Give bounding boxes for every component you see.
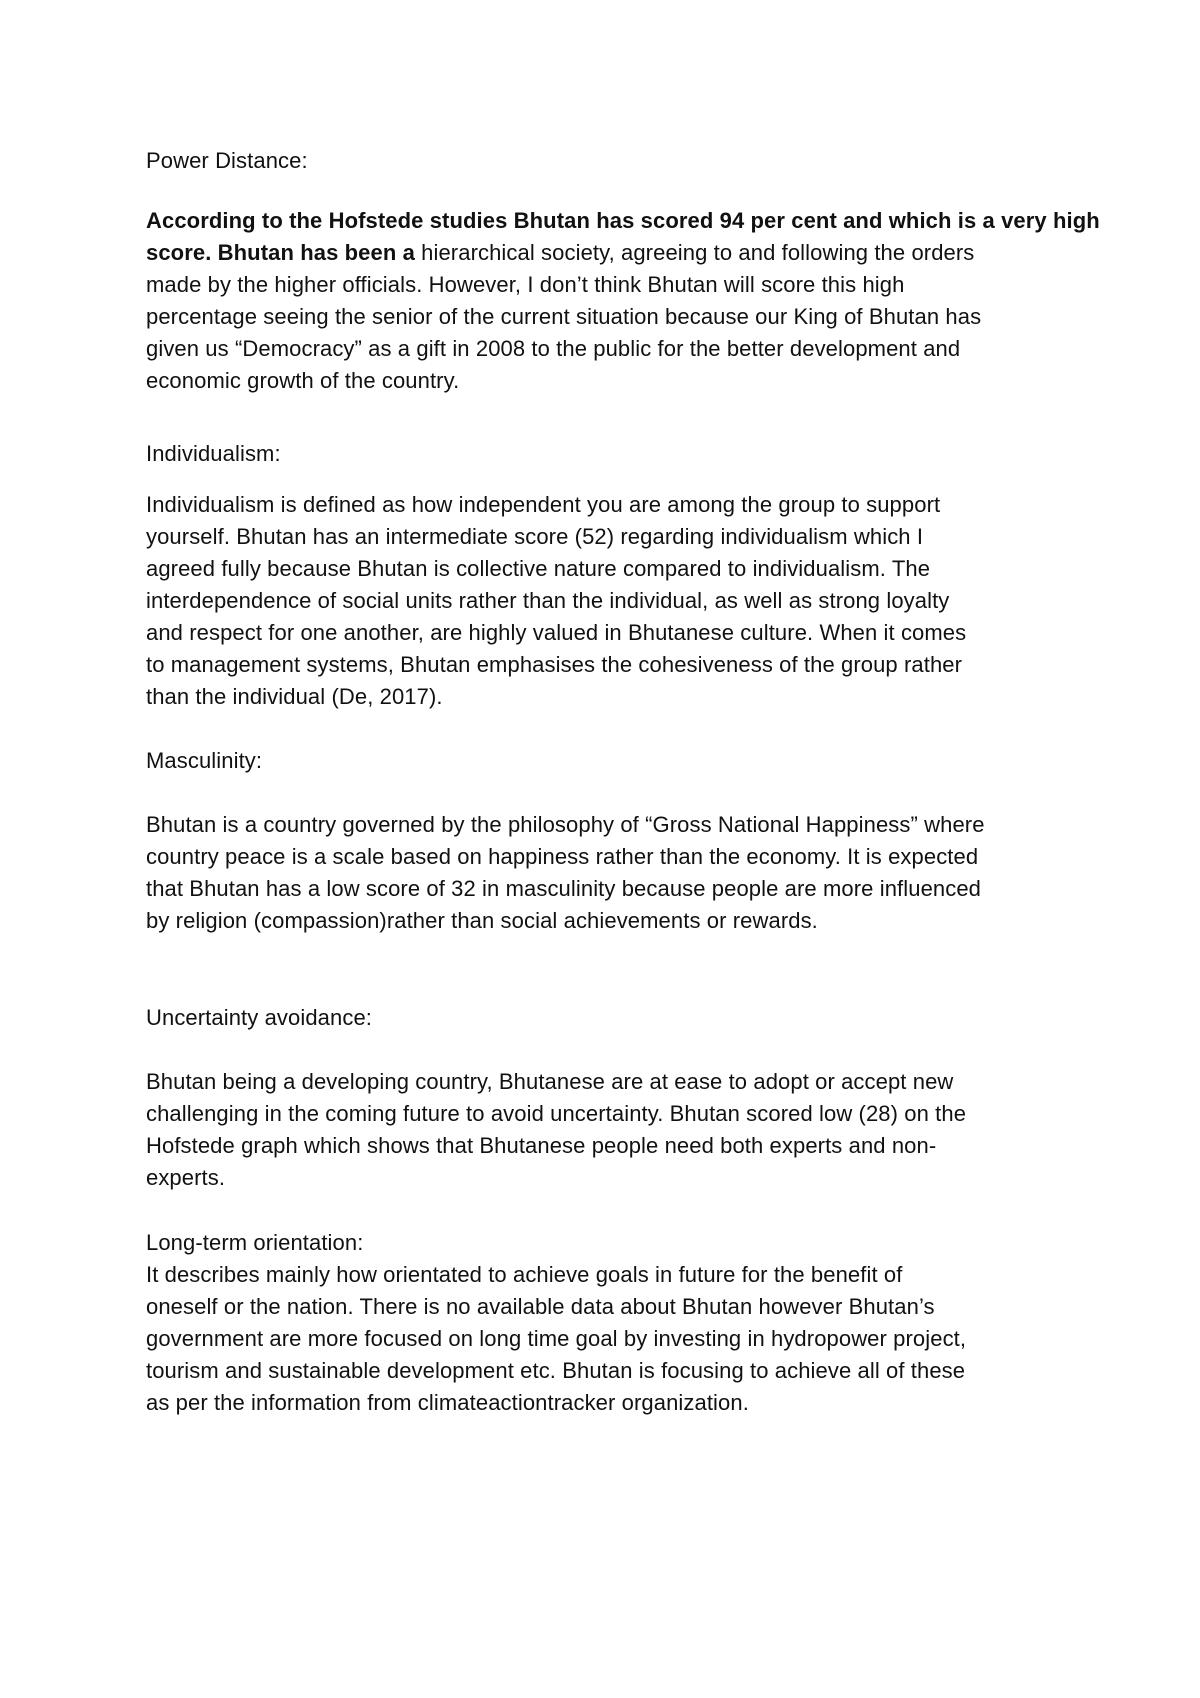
masculinity-line-2: country peace is a scale based on happiness rather than the economy. It is expected bbox=[146, 844, 979, 869]
long-term-orientation-line-1: It describes mainly how orientated to achieve goals in future for the benefit of bbox=[146, 1262, 903, 1287]
individualism-line-2: yourself. Bhutan has an intermediate score (52) regarding individualism which I bbox=[146, 524, 924, 549]
individualism-line-4: interdependence of social units rather than the individual, as well as strong loyalty bbox=[146, 588, 950, 613]
individualism-line-5: and respect for one another, are highly valued in Bhutanese culture. When it comes bbox=[146, 620, 967, 645]
masculinity-heading: Masculinity: bbox=[146, 748, 263, 773]
long-term-orientation-line-2: oneself or the nation. There is no available data about Bhutan however Bhutan’s bbox=[146, 1294, 935, 1319]
power-distance-line-2 bbox=[146, 237, 974, 269]
long-term-orientation-line-5: as per the information from climateactiontracker organization. bbox=[146, 1390, 749, 1415]
long-term-orientation-line-4: tourism and sustainable development etc. Bhutan is focusing to achieve all of these bbox=[146, 1358, 966, 1383]
masculinity-line-3: that Bhutan has a low score of 32 in masculinity because people are more influenced bbox=[146, 876, 982, 901]
individualism-line-3: agreed fully because Bhutan is collective nature compared to individualism. The bbox=[146, 556, 931, 581]
uncertainty-avoidance-line-2: challenging in the coming future to avoid uncertainty. Bhutan scored low (28) on the bbox=[146, 1101, 967, 1126]
uncertainty-avoidance-line-1: Bhutan being a developing country, Bhutanese are at ease to adopt or accept new bbox=[146, 1069, 954, 1094]
power-distance-line-2-bold: score. Bhutan has been a bbox=[146, 240, 415, 265]
power-distance-line-1: According to the Hofstede studies Bhutan has scored 94 per cent and which is a very high bbox=[146, 208, 1100, 233]
power-distance-line-3: made by the higher officials. However, I don’t think Bhutan will score this high bbox=[146, 272, 905, 297]
power-distance-line-4: percentage seeing the senior of the current situation because our King of Bhutan has bbox=[146, 304, 982, 329]
power-distance-line-2-rest: hierarchical society, agreeing to and following the orders bbox=[414, 240, 975, 265]
individualism-line-1: Individualism is defined as how independent you are among the group to support bbox=[146, 492, 941, 517]
power-distance-line-6: economic growth of the country. bbox=[146, 368, 460, 393]
individualism-line-7: than the individual (De, 2017). bbox=[146, 684, 443, 709]
uncertainty-avoidance-line-3: Hofstede graph which shows that Bhutanese people need both experts and non- bbox=[146, 1133, 937, 1158]
individualism-heading: Individualism: bbox=[146, 441, 281, 466]
power-distance-line-5: given us “Democracy” as a gift in 2008 to the public for the better development and bbox=[146, 336, 961, 361]
uncertainty-avoidance-line-4: experts. bbox=[146, 1165, 226, 1190]
power-distance-heading: Power Distance: bbox=[146, 148, 308, 173]
individualism-line-6: to management systems, Bhutan emphasises the cohesiveness of the group rather bbox=[146, 652, 963, 677]
masculinity-line-4: by religion (compassion)rather than social achievements or rewards. bbox=[146, 908, 818, 933]
long-term-orientation-heading: Long-term orientation: bbox=[146, 1230, 364, 1255]
long-term-orientation-line-3: government are more focused on long time goal by investing in hydropower project, bbox=[146, 1326, 967, 1351]
masculinity-line-1: Bhutan is a country governed by the philosophy of “Gross National Happiness” where bbox=[146, 812, 985, 837]
uncertainty-avoidance-heading: Uncertainty avoidance: bbox=[146, 1005, 372, 1030]
